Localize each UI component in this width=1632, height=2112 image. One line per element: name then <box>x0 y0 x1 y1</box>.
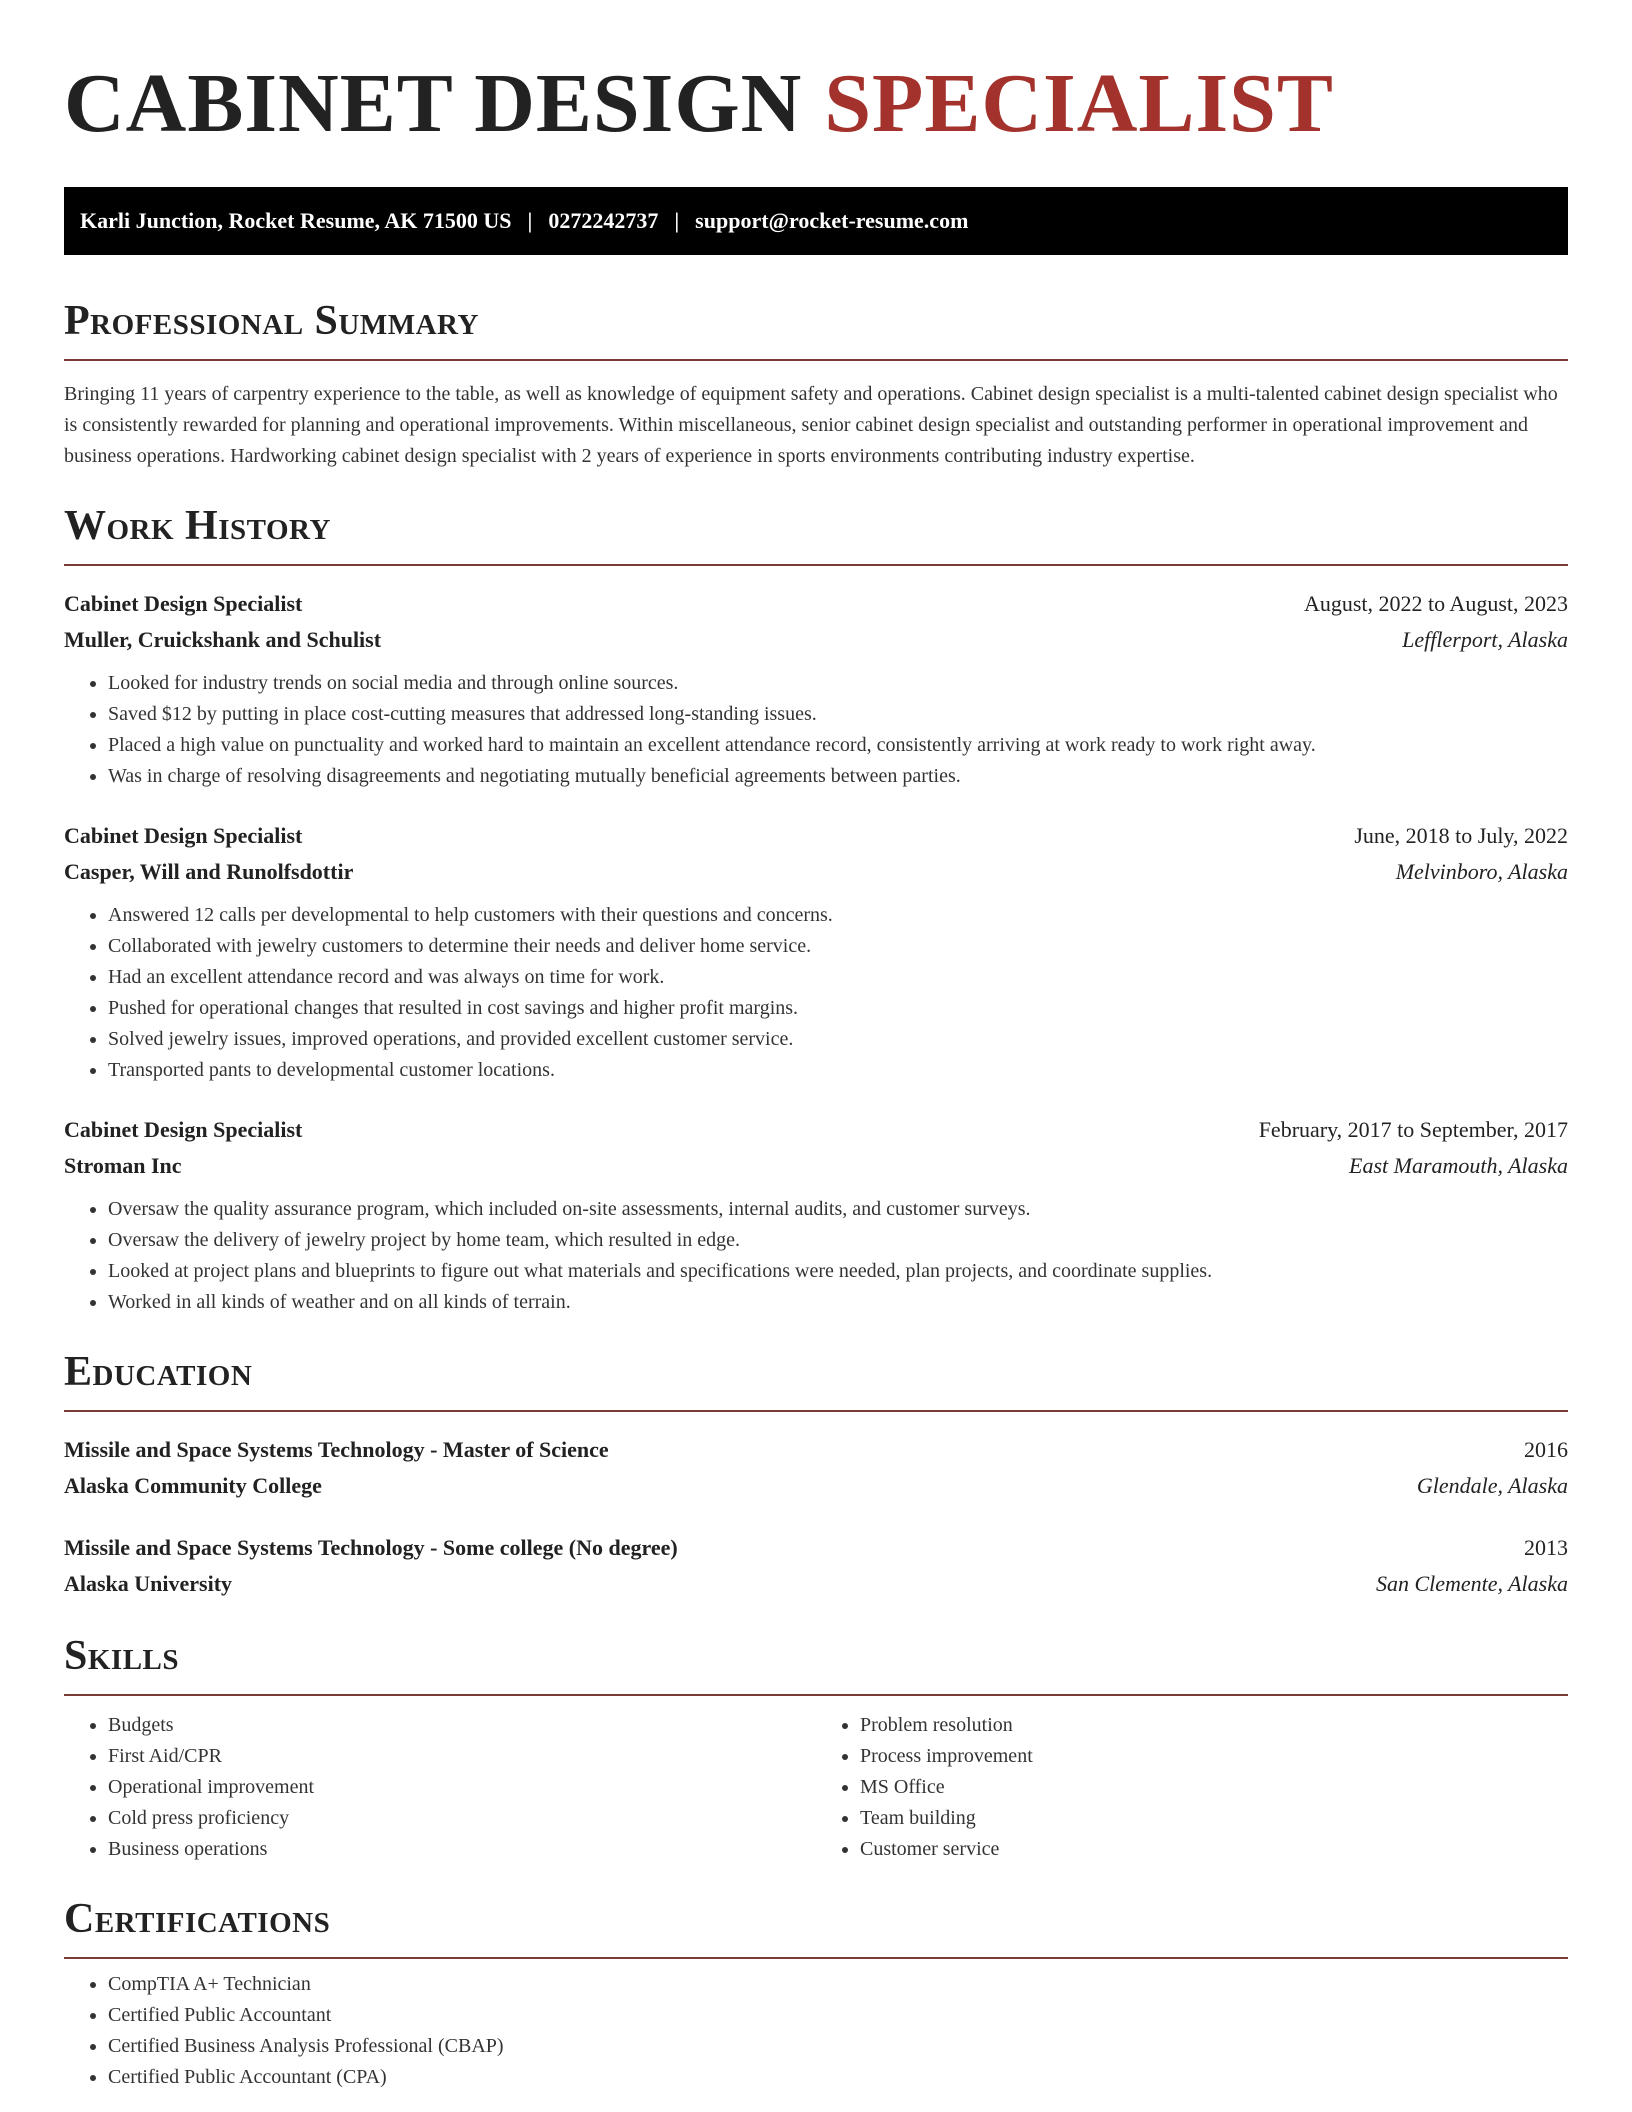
summary-text: Bringing 11 years of carpentry experience to the table, as well as knowledge of equipment safety and operations. Cabinet design specialist is a multi-talented cabinet design specialist who is consistently rewarded for planning and operational improvements. Within miscellaneous, senior cabinet design specialist and outstanding performer in operational improvement and business operations. Hardworking cabinet design specialist with 2 years of experience in sports environments contributing industry expertise. <box>64 383 1558 467</box>
education-entry <box>64 1530 1568 1602</box>
job-company-row <box>64 854 1568 890</box>
job-bullet: • Transported pants to developmental customer locations. <box>108 1055 1568 1086</box>
job-title: Cabinet Design Specialist <box>64 591 303 616</box>
contact-phone: 0272242737 <box>548 208 659 233</box>
job-entry <box>64 818 1568 1086</box>
job-location: Melvinboro, Alaska <box>1395 859 1568 884</box>
job-company: Casper, Will and Runolfsdottir <box>64 859 354 884</box>
skill-item: • Customer service <box>860 1834 1568 1865</box>
job-location: Lefflerport, Alaska <box>1402 627 1568 652</box>
skill-item: • Budgets <box>108 1710 816 1741</box>
job-company-row <box>64 1148 1568 1184</box>
job-bullet: • Looked for industry trends on social media and through online sources. <box>108 668 1568 699</box>
job-dates: June, 2018 to July, 2022 <box>1354 823 1568 848</box>
skills-list-left <box>64 1710 816 1865</box>
summary-section <box>64 297 1568 472</box>
education-school-row <box>64 1566 1568 1602</box>
job-bullets <box>64 668 1568 792</box>
job-company: Muller, Cruickshank and Schulist <box>64 627 382 652</box>
skill-item: • Cold press proficiency <box>108 1803 816 1834</box>
job-bullet: • Collaborated with jewelry customers to determine their needs and deliver home service. <box>108 931 1568 962</box>
job-location: East Maramouth, Alaska <box>1349 1153 1568 1178</box>
job-bullet: • Solved jewelry issues, improved operations, and provided excellent customer service. <box>108 1024 1568 1055</box>
work-history-heading: Work History <box>64 502 1568 566</box>
job-header-row <box>64 1112 1568 1148</box>
education-degree-row <box>64 1530 1568 1566</box>
job-company: Stroman Inc <box>64 1153 182 1178</box>
skill-item: • Business operations <box>108 1834 816 1865</box>
skills-heading: Skills <box>64 1632 1568 1696</box>
job-bullet: • Saved $12 by putting in place cost-cutting measures that addressed long-standing issues. <box>108 699 1568 730</box>
job-bullet: • Pushed for operational changes that resulted in cost savings and higher profit margins. <box>108 993 1568 1024</box>
education-school: Alaska Community College <box>64 1473 322 1498</box>
contact-email[interactable]: support@rocket-resume.com <box>695 208 969 233</box>
skill-item: • Process improvement <box>860 1741 1568 1772</box>
job-bullet: • Had an excellent attendance record and was always on time for work. <box>108 962 1568 993</box>
resume-title <box>64 58 1568 150</box>
education-heading: Education <box>64 1348 1568 1412</box>
summary-heading: Professional Summary <box>64 297 1568 361</box>
education-degree: Missile and Space Systems Technology - Some college (No degree) <box>64 1535 678 1560</box>
education-degree-row <box>64 1432 1568 1468</box>
education-year: 2013 <box>1524 1535 1568 1560</box>
certifications-list <box>64 1969 1568 2093</box>
contact-address: Karli Junction, Rocket Resume, AK 71500 US <box>80 208 512 233</box>
job-bullet: • Oversaw the quality assurance program, which included on-site assessments, internal audits, and customer surveys. <box>108 1194 1568 1225</box>
contact-separator: | <box>674 208 680 233</box>
job-header-row <box>64 586 1568 622</box>
work-history-section <box>64 502 1568 1318</box>
title-accent: SPECIALIST <box>824 57 1334 150</box>
certifications-section <box>64 1895 1568 2093</box>
education-degree: Missile and Space Systems Technology - Master of Science <box>64 1437 609 1462</box>
certifications-heading: Certifications <box>64 1895 1568 1959</box>
job-bullets <box>64 1194 1568 1318</box>
education-section <box>64 1348 1568 1602</box>
job-entry <box>64 1112 1568 1318</box>
education-school: Alaska University <box>64 1571 233 1596</box>
title-main: CABINET DESIGN <box>64 57 803 150</box>
skills-columns <box>64 1710 1568 1865</box>
skills-list-right <box>816 1710 1568 1865</box>
job-bullet: • Worked in all kinds of weather and on all kinds of terrain. <box>108 1287 1568 1318</box>
job-entry <box>64 586 1568 792</box>
certification-item: • CompTIA A+ Technician <box>108 1969 1568 2000</box>
skill-item: • MS Office <box>860 1772 1568 1803</box>
job-dates: August, 2022 to August, 2023 <box>1303 591 1568 616</box>
job-company-row <box>64 622 1568 658</box>
skill-item: • Problem resolution <box>860 1710 1568 1741</box>
education-location: San Clemente, Alaska <box>1375 1571 1568 1596</box>
job-bullet: • Was in charge of resolving disagreements and negotiating mutually beneficial agreements between parties. <box>108 761 1568 792</box>
education-school-row <box>64 1468 1568 1504</box>
certification-item: • Certified Public Accountant <box>108 2000 1568 2031</box>
job-title: Cabinet Design Specialist <box>64 823 303 848</box>
contact-separator: | <box>527 208 533 233</box>
certification-item: • Certified Public Accountant (CPA) <box>108 2062 1568 2093</box>
job-dates: February, 2017 to September, 2017 <box>1258 1117 1568 1142</box>
contact-bar <box>64 187 1568 255</box>
job-title: Cabinet Design Specialist <box>64 1117 303 1142</box>
job-header-row <box>64 818 1568 854</box>
skill-item: • Operational improvement <box>108 1772 816 1803</box>
skills-section <box>64 1632 1568 1865</box>
job-bullet: • Oversaw the delivery of jewelry project by home team, which resulted in edge. <box>108 1225 1568 1256</box>
education-entry <box>64 1432 1568 1504</box>
certification-item: • Certified Business Analysis Professional (CBAP) <box>108 2031 1568 2062</box>
job-bullets <box>64 900 1568 1086</box>
job-bullet: • Placed a high value on punctuality and worked hard to maintain an excellent attendance record, consistently arriving at work ready to work right away. <box>108 730 1568 761</box>
job-bullet: • Answered 12 calls per developmental to help customers with their questions and concerns. <box>108 900 1568 931</box>
education-location: Glendale, Alaska <box>1416 1473 1568 1498</box>
job-bullet: • Looked at project plans and blueprints to figure out what materials and specifications were needed, plan projects, and coordinate supplies. <box>108 1256 1568 1287</box>
skill-item: • First Aid/CPR <box>108 1741 816 1772</box>
education-year: 2016 <box>1524 1437 1568 1462</box>
skill-item: • Team building <box>860 1803 1568 1834</box>
